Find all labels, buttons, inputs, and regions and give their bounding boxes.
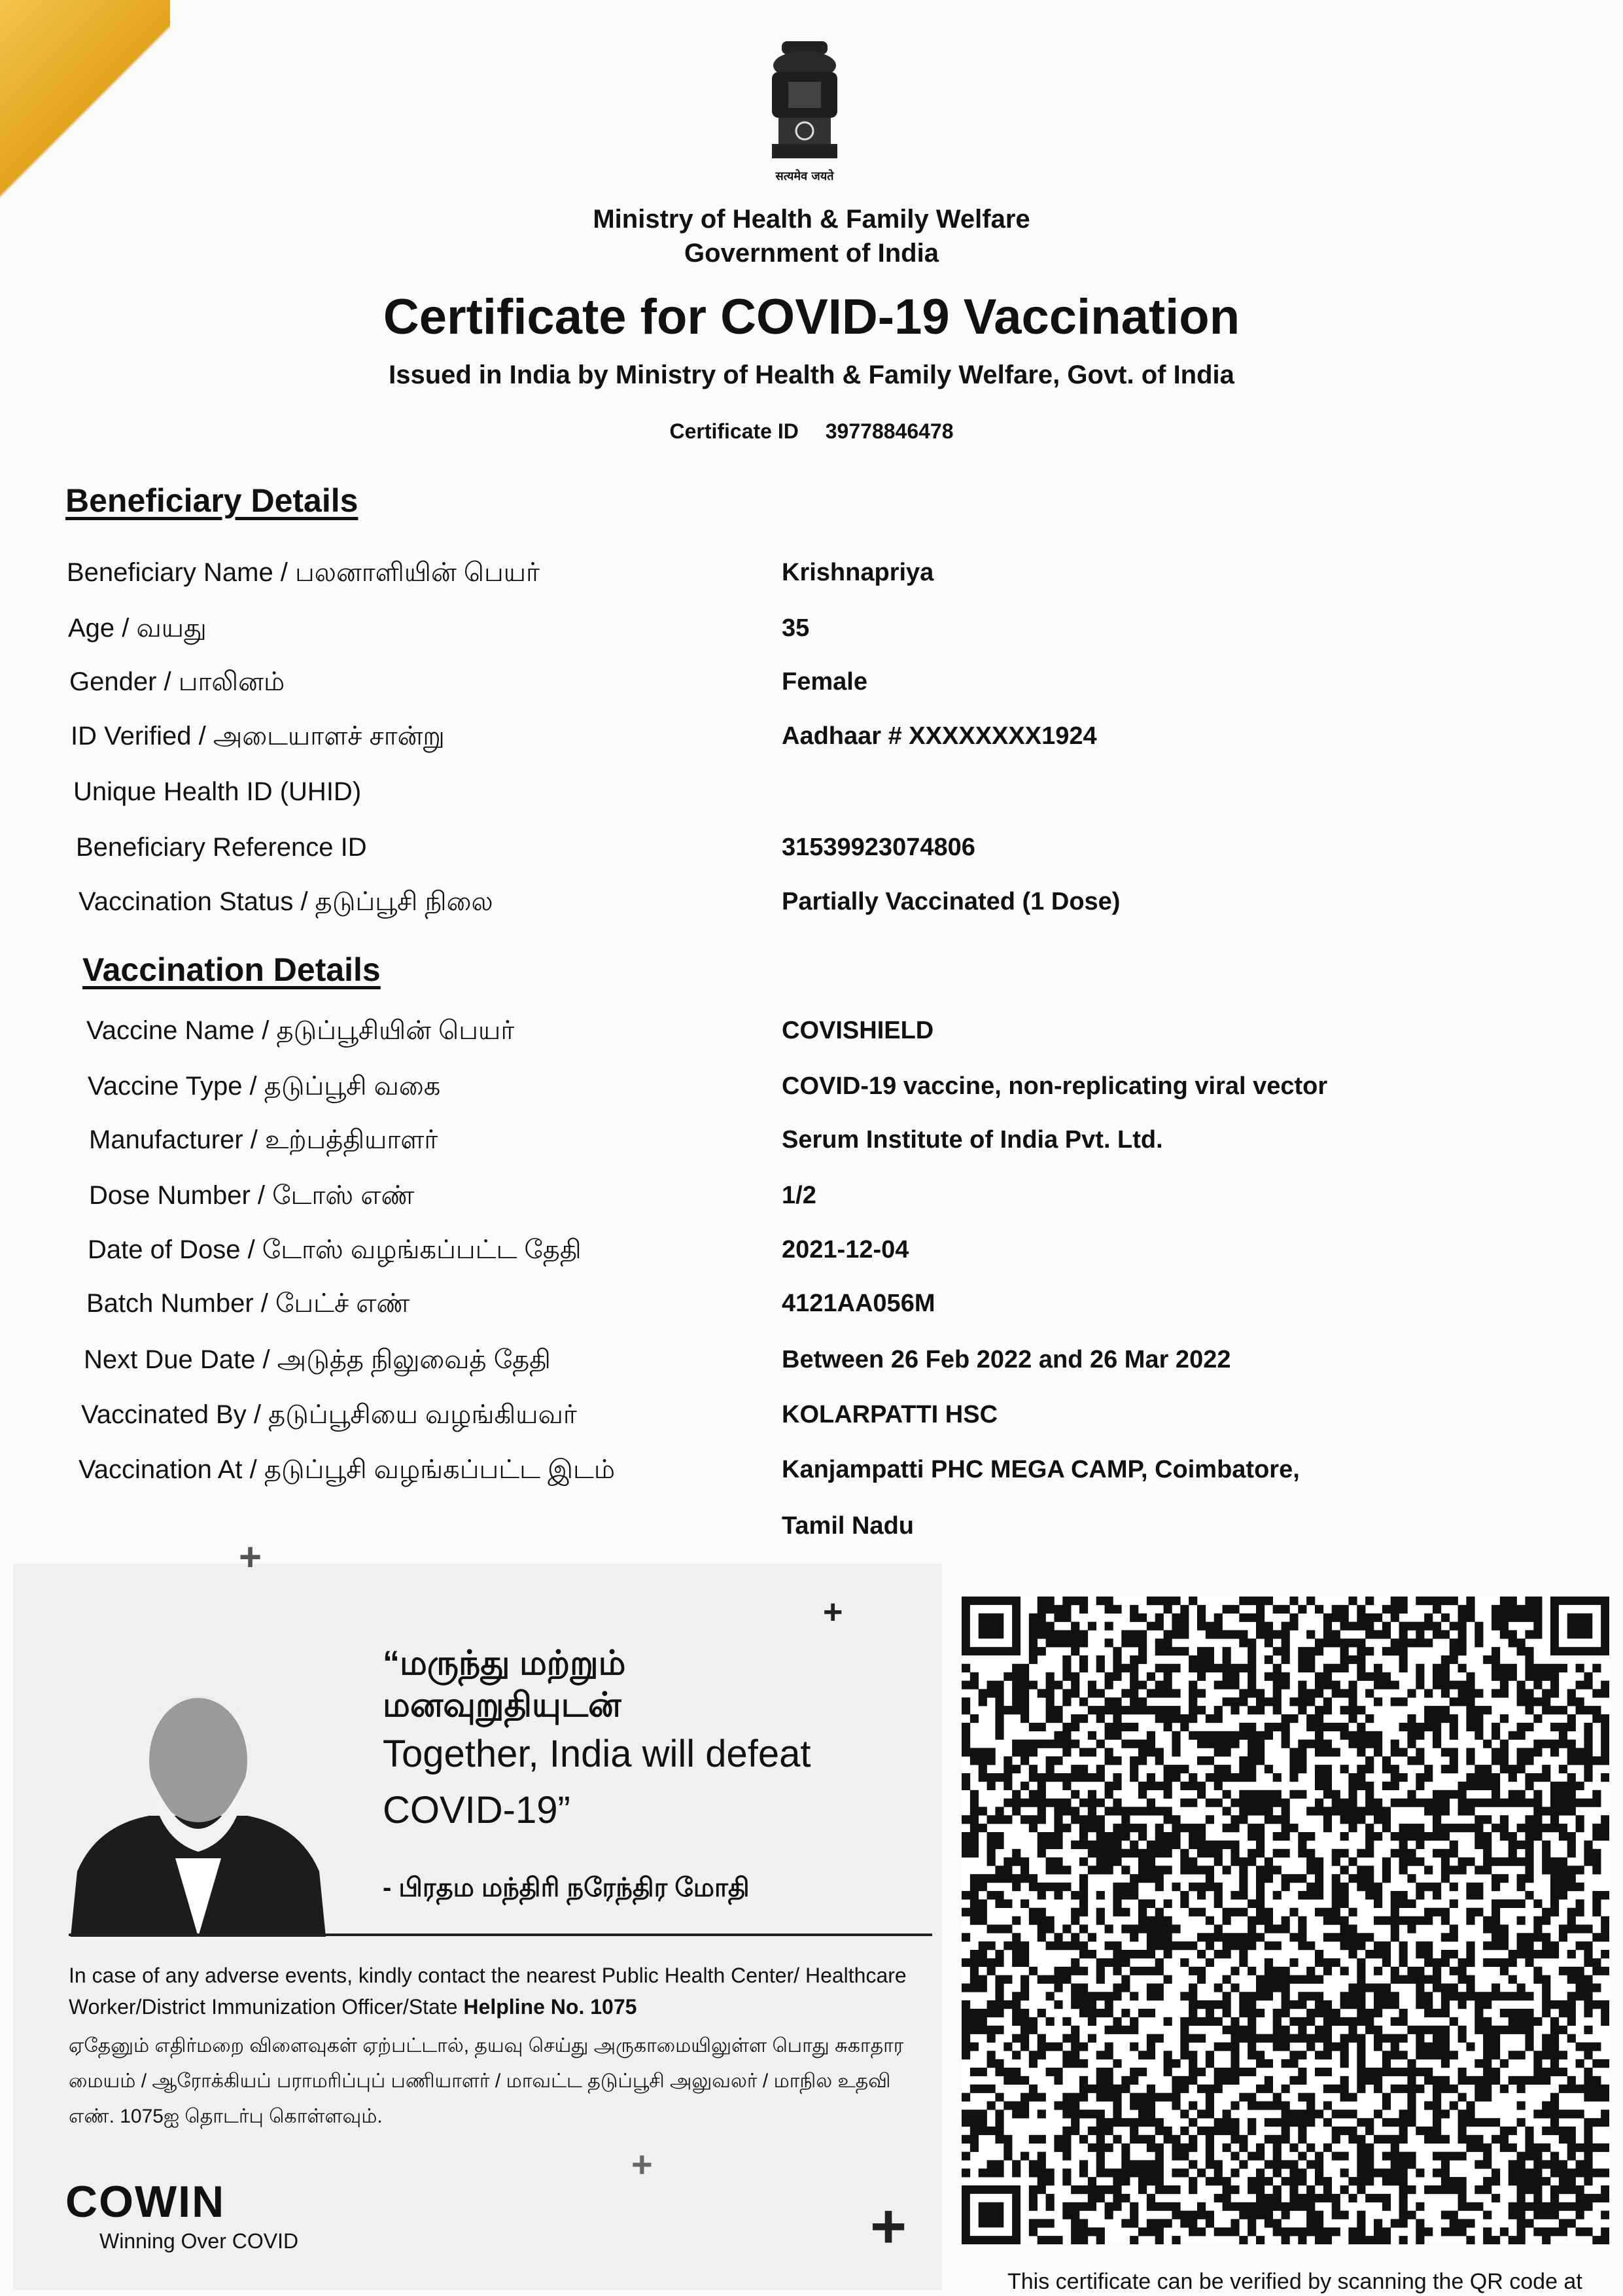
plus-mark-icon: +	[823, 1593, 843, 1631]
detail-value: Partially Vaccinated (1 Dose)	[782, 888, 1121, 915]
detail-value: 31539923074806	[782, 834, 975, 861]
cowin-tagline: Winning Over COVID	[99, 2229, 299, 2253]
detail-row	[0, 828, 1623, 867]
adverse-events-notice-tamil: ஏதேனும் எதிர்மறை விளைவுகள் ஏற்பட்டால், தயவு செய்து அருகாமையிலுள்ள பொது சுகாதார மையம் / ஆரோக்கியப் பராமரிப்புப் பணியாளர் / மாவட்ட தடுப்பூசி அலுவலர் / மாநில உதவி எண். 1075ஐ தொடர்பு கொள்ளவும்.	[69, 2035, 904, 2127]
detail-row	[0, 1067, 1623, 1106]
detail-row	[0, 716, 1623, 756]
detail-row	[0, 1395, 1623, 1434]
detail-value: 2021-12-04	[782, 1236, 909, 1263]
adverse-events-notice-english	[69, 1960, 932, 2022]
plus-mark-icon: +	[239, 1535, 262, 1579]
svg-text:सत्यमेव जयते: सत्यमेव जयते	[775, 169, 834, 183]
detail-label: Dose Number / டோஸ் எண்	[89, 1181, 415, 1210]
detail-row	[0, 609, 1623, 648]
detail-label: Manufacturer / உற்பத்தியாளர்	[89, 1125, 438, 1154]
qr-finder-square	[1567, 1614, 1593, 1639]
detail-row	[0, 553, 1623, 592]
detail-value: Between 26 Feb 2022 and 26 Mar 2022	[782, 1346, 1231, 1373]
detail-row	[0, 772, 1623, 811]
detail-label: ID Verified / அடையாளச் சான்று	[71, 722, 445, 751]
detail-value: Kanjampatti PHC MEGA CAMP, Coimbatore,	[782, 1456, 1300, 1483]
detail-value: Aadhaar # XXXXXXXX1924	[782, 722, 1097, 750]
detail-label: Vaccination At / தடுப்பூசி வழங்கப்பட்ட இடம்	[79, 1455, 615, 1484]
verification-note: This certificate can be verified by scanning the QR code at	[1007, 2269, 1582, 2294]
qr-code	[962, 1597, 1609, 2244]
cowin-logo: COWIN	[65, 2177, 226, 2227]
detail-label: Age / வயது	[68, 614, 207, 643]
quote-english-line: Together, India will defeat	[383, 1733, 811, 1775]
vaccination-details-heading: Vaccination Details	[82, 951, 381, 988]
detail-value: KOLARPATTI HSC	[782, 1401, 998, 1428]
quote-block	[383, 1642, 919, 1839]
qr-finder-square	[979, 2202, 1004, 2228]
detail-row	[0, 1011, 1623, 1050]
detail-label: Gender / பாலினம்	[69, 667, 285, 696]
divider	[69, 1934, 932, 1936]
detail-value: 1/2	[782, 1182, 816, 1209]
detail-row	[0, 1284, 1623, 1323]
plus-mark-icon: +	[631, 2144, 653, 2185]
detail-label: Date of Dose / டோஸ் வழங்கப்பட்ட தேதி	[88, 1235, 582, 1264]
detail-label: Next Due Date / அடுத்த நிலுவைத் தேதி	[84, 1345, 551, 1374]
certificate-id-label: Certificate ID	[669, 419, 799, 443]
ministry-name: Ministry of Health & Family Welfare	[593, 205, 1030, 234]
quote-english-line: COVID-19”	[383, 1789, 570, 1831]
detail-row	[0, 1450, 1623, 1489]
leader-portrait	[71, 1675, 326, 1937]
detail-label: Vaccination Status / தடுப்பூசி நிலை	[79, 887, 493, 916]
detail-value: Tamil Nadu	[782, 1512, 914, 1540]
detail-value: Serum Institute of India Pvt. Ltd.	[782, 1126, 1163, 1154]
detail-label: Vaccine Type / தடுப்பூசி வகை	[88, 1072, 441, 1101]
detail-label: Vaccine Name / தடுப்பூசியின் பெயர்	[86, 1016, 515, 1045]
national-emblem-icon	[752, 36, 857, 193]
detail-row	[0, 1120, 1623, 1159]
beneficiary-details-heading: Beneficiary Details	[65, 482, 358, 519]
page-title: Certificate for COVID-19 Vaccination	[383, 289, 1240, 345]
detail-label: Beneficiary Reference ID	[76, 833, 367, 862]
detail-value: 4121AA056M	[782, 1290, 935, 1317]
detail-label: Beneficiary Name / பலனாளியின் பெயர்	[67, 558, 540, 587]
qr-finder-square	[979, 1614, 1004, 1639]
detail-row	[0, 1230, 1623, 1269]
quote-tamil-line: மனவுறுதியுடன்	[383, 1686, 621, 1724]
detail-label: Unique Health ID (UHID)	[73, 777, 362, 806]
detail-row	[0, 1176, 1623, 1215]
certificate-id-value: 39778846478	[825, 419, 954, 443]
detail-value: COVISHIELD	[782, 1017, 934, 1044]
certificate-id	[0, 417, 1623, 445]
detail-label: Batch Number / பேட்ச் எண்	[86, 1289, 410, 1318]
issued-by: Issued in India by Ministry of Health & Family Welfare, Govt. of India	[389, 361, 1234, 389]
detail-row	[0, 882, 1623, 921]
detail-value: Krishnapriya	[782, 559, 934, 586]
detail-row	[0, 1340, 1623, 1379]
adverse-events-text: In case of any adverse events, kindly contact the nearest Public Health Center/ Healthcare Worker/District Immunization Officer/State	[69, 1964, 907, 2019]
helpline-number: Helpline No. 1075	[463, 1995, 637, 2019]
detail-value: Female	[782, 668, 867, 696]
detail-value: COVID-19 vaccine, non-replicating viral vector	[782, 1072, 1328, 1100]
detail-value: 35	[782, 614, 810, 642]
quote-tamil-line: “மருந்து மற்றும்	[383, 1644, 626, 1682]
quote-attribution: - பிரதம மந்திரி நரேந்திர மோதி	[383, 1873, 750, 1902]
plus-mark-icon: +	[870, 2191, 907, 2261]
detail-label: Vaccinated By / தடுப்பூசியை வழங்கியவர்	[81, 1400, 577, 1429]
government-name: Government of India	[684, 239, 939, 268]
detail-row	[0, 662, 1623, 701]
